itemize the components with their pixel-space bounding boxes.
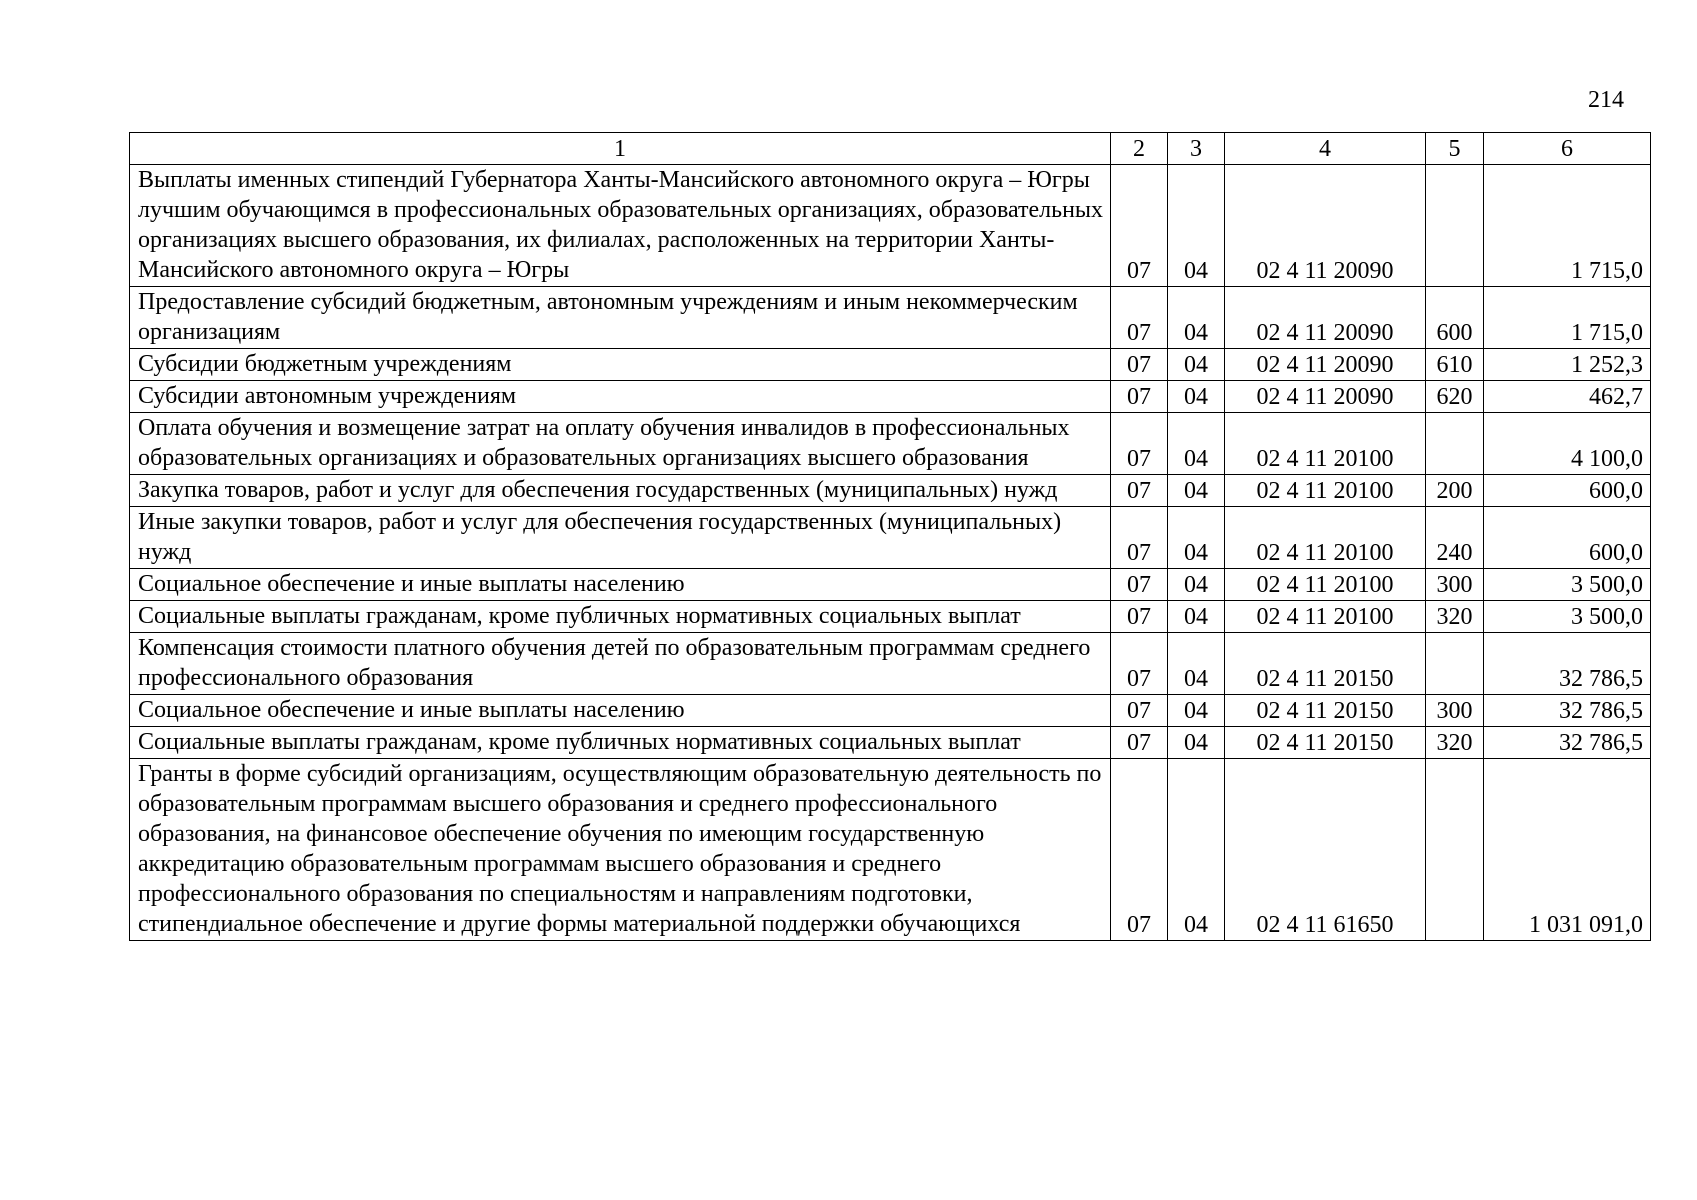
row-target-article-cell: 02 4 11 20100 bbox=[1225, 601, 1426, 633]
row-section-cell: 07 bbox=[1111, 165, 1168, 287]
row-name-cell: Социальное обеспечение и иные выплаты населению bbox=[130, 695, 1111, 727]
row-section-cell: 07 bbox=[1111, 727, 1168, 759]
row-subsection-cell: 04 bbox=[1168, 287, 1225, 349]
header-row bbox=[130, 133, 1651, 165]
row-amount-cell: 32 786,5 bbox=[1484, 633, 1651, 695]
row-subsection-cell: 04 bbox=[1168, 569, 1225, 601]
table-header bbox=[130, 133, 1651, 165]
table-row bbox=[130, 507, 1651, 569]
row-target-article-cell: 02 4 11 20090 bbox=[1225, 381, 1426, 413]
row-name-cell: Социальные выплаты гражданам, кроме публичных нормативных социальных выплат bbox=[130, 601, 1111, 633]
row-name-cell: Предоставление субсидий бюджетным, автономным учреждениям и иным некоммерческим организациям bbox=[130, 287, 1111, 349]
row-expense-type-cell: 320 bbox=[1426, 727, 1484, 759]
row-subsection-cell: 04 bbox=[1168, 475, 1225, 507]
header-cell: 2 bbox=[1111, 133, 1168, 165]
row-expense-type-cell: 240 bbox=[1426, 507, 1484, 569]
row-target-article-cell: 02 4 11 20090 bbox=[1225, 165, 1426, 287]
row-amount-cell: 600,0 bbox=[1484, 507, 1651, 569]
row-amount-cell: 1 715,0 bbox=[1484, 165, 1651, 287]
row-expense-type-cell: 300 bbox=[1426, 695, 1484, 727]
table-body bbox=[130, 165, 1651, 941]
row-name-cell: Иные закупки товаров, работ и услуг для обеспечения государственных (муниципальных) нужд bbox=[130, 507, 1111, 569]
header-cell: 4 bbox=[1225, 133, 1426, 165]
budget-table bbox=[129, 132, 1651, 941]
row-amount-cell: 3 500,0 bbox=[1484, 569, 1651, 601]
row-name-cell: Оплата обучения и возмещение затрат на оплату обучения инвалидов в профессиональных образовательных организациях и образовательных организациях высшего образования bbox=[130, 413, 1111, 475]
header-cell: 3 bbox=[1168, 133, 1225, 165]
row-expense-type-cell: 320 bbox=[1426, 601, 1484, 633]
row-amount-cell: 1 252,3 bbox=[1484, 349, 1651, 381]
table-row bbox=[130, 349, 1651, 381]
table-row bbox=[130, 727, 1651, 759]
row-amount-cell: 600,0 bbox=[1484, 475, 1651, 507]
row-target-article-cell: 02 4 11 61650 bbox=[1225, 759, 1426, 941]
row-name-cell: Субсидии бюджетным учреждениям bbox=[130, 349, 1111, 381]
row-section-cell: 07 bbox=[1111, 507, 1168, 569]
row-name-cell: Социальные выплаты гражданам, кроме публичных нормативных социальных выплат bbox=[130, 727, 1111, 759]
row-section-cell: 07 bbox=[1111, 633, 1168, 695]
table-row bbox=[130, 475, 1651, 507]
table-row bbox=[130, 381, 1651, 413]
row-target-article-cell: 02 4 11 20150 bbox=[1225, 633, 1426, 695]
row-amount-cell: 1 031 091,0 bbox=[1484, 759, 1651, 941]
row-expense-type-cell: 620 bbox=[1426, 381, 1484, 413]
table-row bbox=[130, 695, 1651, 727]
row-section-cell: 07 bbox=[1111, 695, 1168, 727]
row-amount-cell: 1 715,0 bbox=[1484, 287, 1651, 349]
row-name-cell: Социальное обеспечение и иные выплаты населению bbox=[130, 569, 1111, 601]
row-amount-cell: 462,7 bbox=[1484, 381, 1651, 413]
row-expense-type-cell bbox=[1426, 413, 1484, 475]
table-row bbox=[130, 413, 1651, 475]
table-row bbox=[130, 633, 1651, 695]
row-expense-type-cell: 600 bbox=[1426, 287, 1484, 349]
row-section-cell: 07 bbox=[1111, 413, 1168, 475]
header-cell: 6 bbox=[1484, 133, 1651, 165]
row-expense-type-cell: 200 bbox=[1426, 475, 1484, 507]
row-target-article-cell: 02 4 11 20090 bbox=[1225, 349, 1426, 381]
row-name-cell: Закупка товаров, работ и услуг для обеспечения государственных (муниципальных) нужд bbox=[130, 475, 1111, 507]
row-section-cell: 07 bbox=[1111, 569, 1168, 601]
row-name-cell: Выплаты именных стипендий Губернатора Ханты-Мансийского автономного округа – Югры лучшим обучающимся в профессиональных образовательных организациях, образовательных организациях высшего образования, их филиалах, расположенных на территории Ханты-Мансийского автономного округа – Югры bbox=[130, 165, 1111, 287]
row-subsection-cell: 04 bbox=[1168, 507, 1225, 569]
row-section-cell: 07 bbox=[1111, 601, 1168, 633]
row-section-cell: 07 bbox=[1111, 381, 1168, 413]
row-subsection-cell: 04 bbox=[1168, 601, 1225, 633]
row-amount-cell: 32 786,5 bbox=[1484, 727, 1651, 759]
row-expense-type-cell: 610 bbox=[1426, 349, 1484, 381]
row-subsection-cell: 04 bbox=[1168, 633, 1225, 695]
row-section-cell: 07 bbox=[1111, 475, 1168, 507]
header-cell: 5 bbox=[1426, 133, 1484, 165]
row-amount-cell: 32 786,5 bbox=[1484, 695, 1651, 727]
row-target-article-cell: 02 4 11 20100 bbox=[1225, 475, 1426, 507]
row-subsection-cell: 04 bbox=[1168, 727, 1225, 759]
table-row bbox=[130, 759, 1651, 941]
row-subsection-cell: 04 bbox=[1168, 349, 1225, 381]
row-amount-cell: 3 500,0 bbox=[1484, 601, 1651, 633]
row-section-cell: 07 bbox=[1111, 287, 1168, 349]
row-subsection-cell: 04 bbox=[1168, 759, 1225, 941]
table-row bbox=[130, 165, 1651, 287]
row-target-article-cell: 02 4 11 20100 bbox=[1225, 569, 1426, 601]
row-name-cell: Компенсация стоимости платного обучения детей по образовательным программам среднего профессионального образования bbox=[130, 633, 1111, 695]
row-section-cell: 07 bbox=[1111, 349, 1168, 381]
table-row bbox=[130, 287, 1651, 349]
table-row bbox=[130, 601, 1651, 633]
row-subsection-cell: 04 bbox=[1168, 695, 1225, 727]
row-amount-cell: 4 100,0 bbox=[1484, 413, 1651, 475]
row-subsection-cell: 04 bbox=[1168, 381, 1225, 413]
header-cell: 1 bbox=[130, 133, 1111, 165]
row-section-cell: 07 bbox=[1111, 759, 1168, 941]
row-target-article-cell: 02 4 11 20150 bbox=[1225, 695, 1426, 727]
row-target-article-cell: 02 4 11 20150 bbox=[1225, 727, 1426, 759]
row-subsection-cell: 04 bbox=[1168, 413, 1225, 475]
row-target-article-cell: 02 4 11 20090 bbox=[1225, 287, 1426, 349]
row-expense-type-cell bbox=[1426, 633, 1484, 695]
table-row bbox=[130, 569, 1651, 601]
row-expense-type-cell bbox=[1426, 759, 1484, 941]
row-target-article-cell: 02 4 11 20100 bbox=[1225, 413, 1426, 475]
row-name-cell: Гранты в форме субсидий организациям, осуществляющим образовательную деятельность по образовательным программам высшего образования и среднего профессионального образования, на финансовое обеспечение обучения по имеющим государственную аккредитацию образовательным программам высшего образования и среднего профессионального образования по специальностям и направлениям подготовки, стипендиальное обеспечение и другие формы материальной поддержки обучающихся bbox=[130, 759, 1111, 941]
row-expense-type-cell bbox=[1426, 165, 1484, 287]
page-number: 214 bbox=[1588, 87, 1624, 113]
row-name-cell: Субсидии автономным учреждениям bbox=[130, 381, 1111, 413]
row-subsection-cell: 04 bbox=[1168, 165, 1225, 287]
row-expense-type-cell: 300 bbox=[1426, 569, 1484, 601]
row-target-article-cell: 02 4 11 20100 bbox=[1225, 507, 1426, 569]
